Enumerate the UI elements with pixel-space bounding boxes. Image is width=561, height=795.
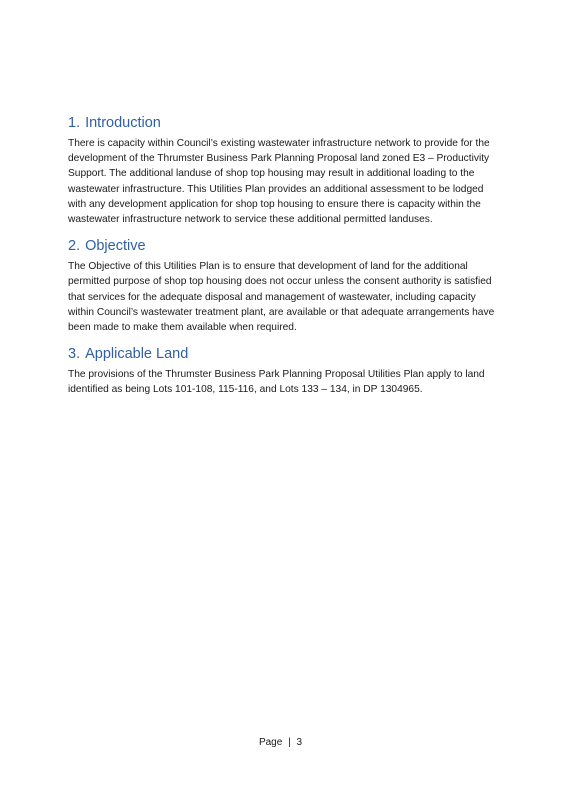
section-number: 3. xyxy=(68,346,81,363)
section-paragraph: The Objective of this Utilities Plan is to ensure that development of land for the additional permitted purpose of shop top housing does not occur unless the consent authority is satisfied that services for the adequate disposal and management of wastewater, including capacity within Council’s wastewater treatment plant, are available or that adequate arrangements have been made to make them available when required. xyxy=(68,261,495,334)
section-applicable-land xyxy=(68,344,500,397)
section-paragraph: There is capacity within Council’s existing wastewater infrastructure network to provide for the development of the Thrumster Business Park Planning Proposal land zoned E3 – Productivity Support. The additional landuse of shop top housing may result in additional loading to the wastewater infrastructure. This Utilities Plan provides an additional assessment to be lodged with any development application for shop top housing to ensure there is capacity within the wastewater infrastructure network to service these additional permitted landuses. xyxy=(68,138,490,226)
page-footer xyxy=(0,737,561,748)
section-introduction xyxy=(68,113,500,227)
page-content xyxy=(68,113,500,407)
section-heading xyxy=(68,113,500,133)
section-heading xyxy=(68,344,500,364)
page-number: 3 xyxy=(296,737,303,748)
section-number: 2. xyxy=(68,238,81,255)
section-number: 1. xyxy=(68,115,81,131)
section-heading xyxy=(68,236,500,256)
section-title: Introduction xyxy=(85,115,161,131)
section-objective xyxy=(68,236,500,335)
section-title: Applicable Land xyxy=(85,346,189,363)
footer-separator: | xyxy=(288,737,291,748)
section-title: Objective xyxy=(85,238,146,255)
page-label: Page xyxy=(258,737,283,748)
section-paragraph: The provisions of the Thrumster Business Park Planning Proposal Utilities Plan apply to land identified as being Lots 101-108, 115-116, and Lots 133 – 134, in DP 1304965. xyxy=(68,369,485,396)
